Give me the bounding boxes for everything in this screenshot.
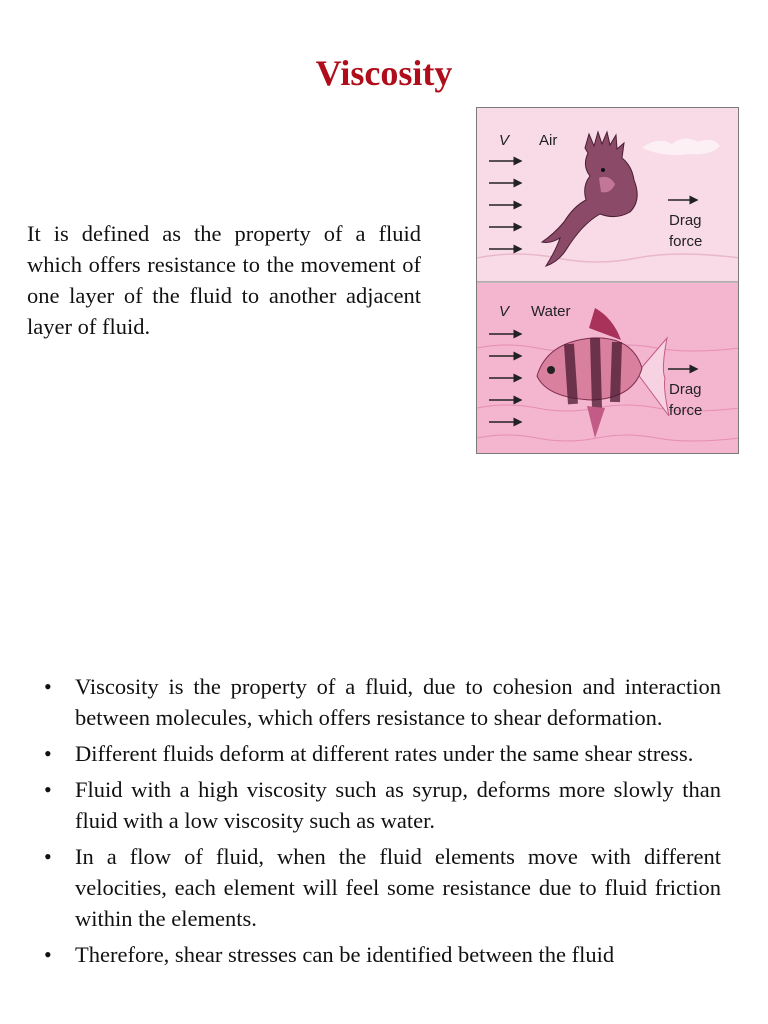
bullet-icon: • [44,741,52,766]
page-title: Viscosity [315,53,453,93]
water-velocity-label: V [499,303,510,320]
bullet-icon: • [44,942,52,967]
bullet-icon: • [44,674,52,699]
air-velocity-label: V [499,132,510,149]
air-drag-label-2: force [669,233,703,250]
water-drag-label-2: force [669,402,703,419]
list-item: • Fluid with a high viscosity such as syrup, deforms more slowly than fluid with a low viscosity such as water. [44,774,721,836]
bullet-icon: • [44,777,52,802]
water-medium-label: Water [531,303,571,320]
bullet-list [44,671,721,975]
list-item: • In a flow of fluid, when the fluid elements move with different velocities, each element will feel some resistance due to fluid friction within the elements. [44,841,721,934]
list-item: • Different fluids deform at different rates under the same shear stress. [44,738,721,769]
water-drag-label-1: Drag [669,381,702,398]
list-item: • Viscosity is the property of a fluid, due to cohesion and interaction between molecules, which offers resistance to shear deformation. [44,671,721,733]
bullet-icon: • [44,844,52,869]
air-panel [477,108,739,282]
air-medium-label: Air [539,132,558,149]
list-item: • Therefore, shear stresses can be identified between the fluid [44,939,721,970]
water-panel [477,283,739,454]
definition-text: It is defined as the property of a fluid which offers resistance to the movement of one layer of the fluid to another adjacent layer of fluid. [27,221,421,339]
drag-force-figure [476,107,739,454]
air-drag-label-1: Drag [669,212,702,229]
